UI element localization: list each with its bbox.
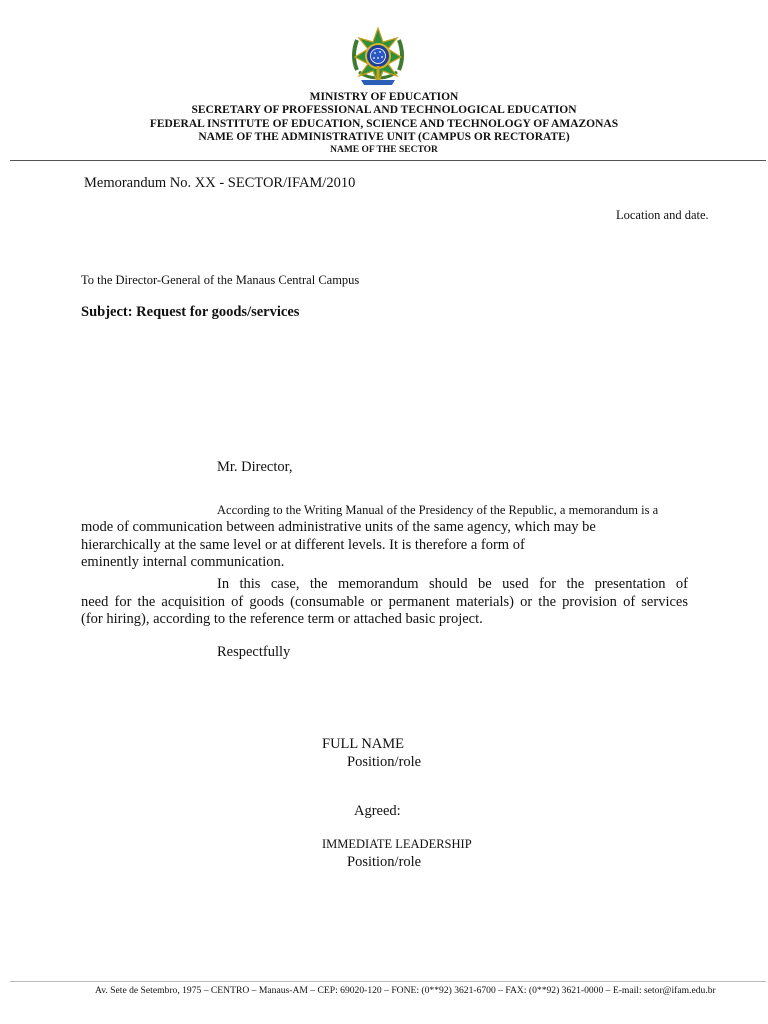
leader-name: IMMEDIATE LEADERSHIP <box>322 837 472 851</box>
header-divider <box>10 160 766 161</box>
location-date: Location and date. <box>616 208 709 222</box>
memo-number: Memorandum No. XX - SECTOR/IFAM/2010 <box>84 175 356 191</box>
coat-of-arms-icon <box>347 26 409 88</box>
salutation: Mr. Director, <box>217 459 293 475</box>
paragraph-1-line-4: eminently internal communication. <box>81 554 285 570</box>
footer-address: Av. Sete de Setembro, 1975 – CENTRO – Manaus-AM – CEP: 69020-120 – FONE: (0**92) 3621-6700 – FAX: (0**92) 3621-0000 – E-mail: setor@ifam.edu.br <box>95 985 716 996</box>
paragraph-2-line-3: (for hiring), according to the reference term or attached basic project. <box>81 611 483 627</box>
header-secretary: SECRETARY OF PROFESSIONAL AND TECHNOLOGICAL EDUCATION <box>191 104 577 116</box>
paragraph-1-line-2: mode of communication between administrative units of the same agency, which may be <box>81 519 596 535</box>
recipient: To the Director-General of the Manaus Central Campus <box>81 273 360 287</box>
leader-position: Position/role <box>347 854 422 870</box>
header-ministry: MINISTRY OF EDUCATION <box>309 91 459 103</box>
paragraph-1-line-1: According to the Writing Manual of the Presidency of the Republic, a memorandum is a <box>217 503 659 517</box>
footer-divider <box>10 981 766 982</box>
signer-position: Position/role <box>347 754 422 770</box>
header-institute: FEDERAL INSTITUTE OF EDUCATION, SCIENCE AND TECHNOLOGY OF AMAZONAS <box>149 118 619 130</box>
subject: Subject: Request for goods/services <box>81 304 300 320</box>
header-unit: NAME OF THE ADMINISTRATIVE UNIT (CAMPUS OR RECTORATE) <box>198 131 570 143</box>
closing: Respectfully <box>217 644 291 660</box>
paragraph-2 <box>81 576 688 629</box>
agreed-label: Agreed: <box>354 803 401 819</box>
paragraph-2-line-2: need for the acquisition of goods (consumable or permanent materials) or the provision of services <box>81 593 688 610</box>
paragraph-2-line-1: In this case, the memorandum should be used for the presentation of <box>217 576 688 592</box>
header-sector: NAME OF THE SECTOR <box>330 145 438 155</box>
signer-name: FULL NAME <box>322 736 405 752</box>
paragraph-1-line-3: hierarchically at the same level or at different levels. It is therefore a form of <box>81 537 525 553</box>
